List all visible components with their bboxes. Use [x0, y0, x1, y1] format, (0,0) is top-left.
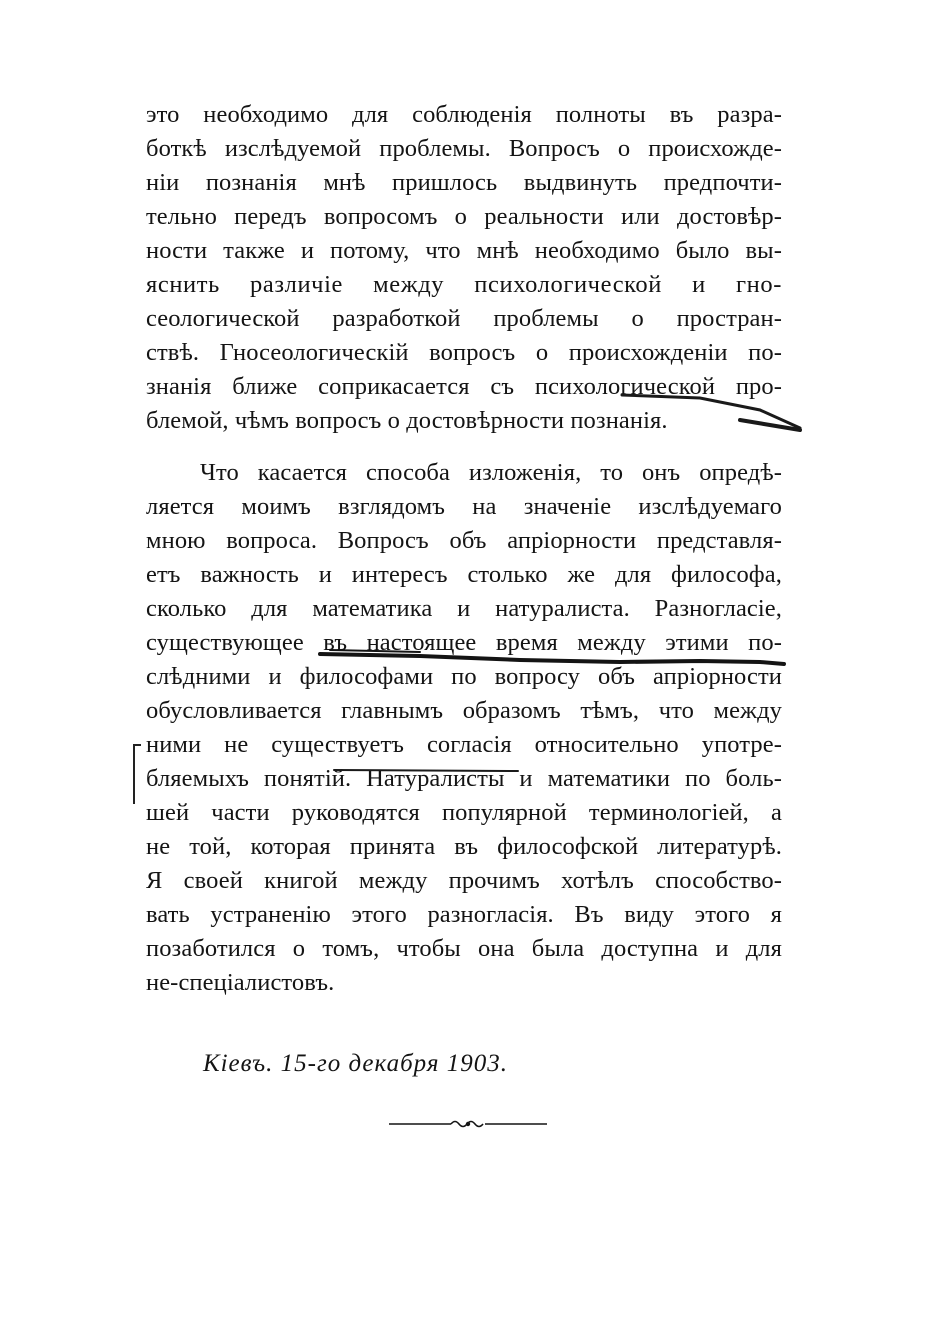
text-line: знанія ближе соприкасается съ психологической про- — [146, 373, 782, 400]
text-line: ляется моимъ взглядомъ на значеніе изслѣдуемаго — [146, 493, 782, 520]
text-line: боткѣ изслѣдуемой проблемы. Вопросъ о происхожде- — [146, 135, 782, 162]
text-line: слѣдними и философами по вопросу объ апріорности — [146, 663, 782, 690]
text-line: сколько для математика и натуралиста. Разногласіе, — [146, 595, 782, 622]
text-line: яснить различіе между психологической и гно- — [146, 271, 782, 298]
margin-bracket-mark — [133, 744, 145, 804]
text-line: ности также и потому, что мнѣ необходимо было вы- — [146, 237, 782, 264]
text-line: Что касается способа изложенія, то онъ опредѣ- — [200, 459, 782, 486]
text-line: тельно передъ вопросомъ о реальности или достовѣр- — [146, 203, 782, 230]
text-line: не той, которая принята въ философской литературѣ. — [146, 833, 782, 860]
text-line: существующее въ настоящее время между этими по- — [146, 629, 782, 656]
ornament-divider — [389, 1114, 547, 1134]
text-line: Я своей книгой между прочимъ хотѣлъ способство- — [146, 867, 782, 894]
text-line: блемой, чѣмъ вопросъ о достовѣрности познанія. — [146, 407, 668, 434]
text-line: ними не существуетъ согласія относительно употре- — [146, 731, 782, 758]
text-line: етъ важность и интересъ столько же для философа, — [146, 561, 782, 588]
text-line: мною вопроса. Вопросъ объ апріорности представля- — [146, 527, 782, 554]
text-line: ніи познанія мнѣ пришлось выдвинуть предпочти- — [146, 169, 782, 196]
text-line: обусловливается главнымъ образомъ тѣмъ, что между — [146, 697, 782, 724]
text-line: вать устраненію этого разногласія. Въ виду этого я — [146, 901, 782, 928]
text-line: сеологической разработкой проблемы о простран- — [146, 305, 782, 332]
margin-tick-mark — [133, 744, 141, 746]
text-line: позаботился о томъ, чтобы она была доступна и для — [146, 935, 782, 962]
text-line: шей части руководятся популярной терминологіей, а — [146, 799, 782, 826]
text-line: это необходимо для соблюденія полноты въ разра- — [146, 101, 782, 128]
text-line: не-спеціалистовъ. — [146, 969, 335, 996]
place-and-date: Кіевъ. 15-го декабря 1903. — [203, 1050, 508, 1077]
text-line: бляемыхъ понятій. Натуралисты и математики по боль- — [146, 765, 782, 792]
text-line: ствѣ. Гносеологическій вопросъ о происхожденіи по- — [146, 339, 782, 366]
